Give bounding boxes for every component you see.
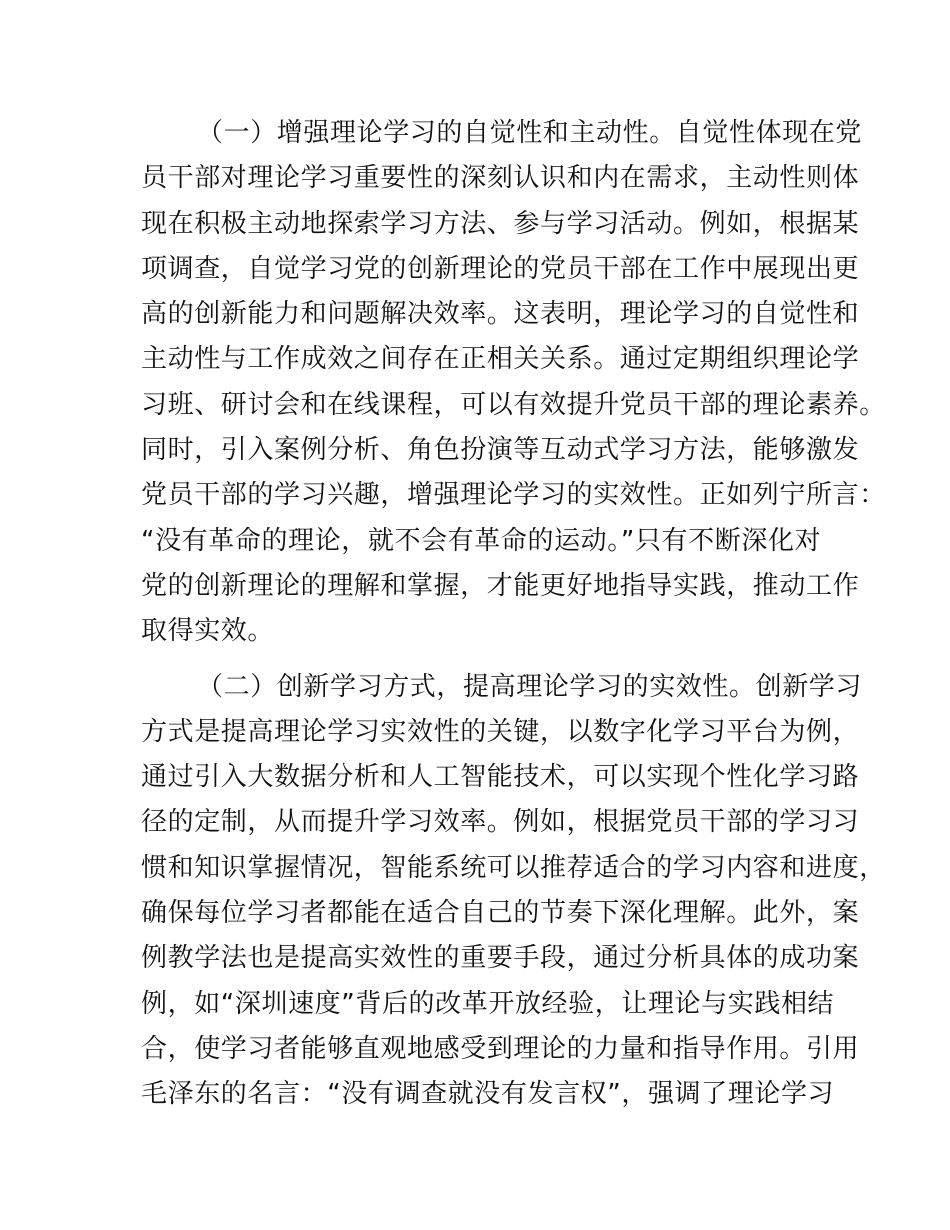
paragraph-1-line-12: 取得实效。 [141,616,275,647]
paragraph-spacer [141,655,811,665]
paragraph-1-line-2: 员干部对理论学习重要性的深刻认识和内在需求，主动性则体 [141,163,860,194]
paragraph-2-line-6: 确保每位学习者都能在适合自己的节奏下深化理解。此外，案 [141,898,860,929]
paragraph-1-line-9: 党员干部的学习兴趣，增强理论学习的实效性。正如列宁所言： [141,480,886,511]
paragraph-1-line-10: “没有革命的理论，就不会有革命的运动。”只有不断深化对 [141,525,822,556]
paragraph-1-line-3: 现在积极主动地探索学习方法、参与学习活动。例如，根据某 [141,208,860,239]
paragraph-2-line-2: 方式是提高理论学习实效性的关键，以数字化学习平台为例， [141,716,860,747]
paragraph-2-line-3: 通过引入大数据分析和人工智能技术，可以实现个性化学习路 [141,762,860,793]
paragraph-2-line-10: 毛泽东的名言：“没有调查就没有发言权”，强调了理论学习 [141,1079,835,1110]
paragraph-1 [141,111,886,655]
paragraph-2-line-9: 合，使学习者能够直观地感受到理论的力量和指导作用。引用 [141,1033,860,1064]
paragraph-1-line-6: 主动性与工作成效之间存在正相关关系。通过定期组织理论学 [141,344,860,375]
paragraph-2 [141,665,886,1118]
document-body [141,111,886,1118]
paragraph-2-line-8: 例，如“深圳速度”背后的改革开放经验，让理论与实践相结 [141,988,835,1019]
paragraph-2-line-4: 径的定制，从而提升学习效率。例如，根据党员干部的学习习 [141,807,860,838]
paragraph-1-line-8: 同时，引入案例分析、角色扮演等互动式学习方法，能够激发 [141,435,860,466]
paragraph-2-line-5: 惯和知识掌握情况，智能系统可以推荐适合的学习内容和进度， [141,852,886,883]
paragraph-2-line-7: 例教学法也是提高实效性的重要手段，通过分析具体的成功案 [141,943,860,974]
paragraph-2-line-1: （二）创新学习方式，提高理论学习的实效性。创新学习 [197,671,863,702]
paragraph-1-line-7: 习班、研讨会和在线课程，可以有效提升党员干部的理论素养。 [141,389,886,420]
paragraph-1-line-5: 高的创新能力和问题解决效率。这表明，理论学习的自觉性和 [141,299,860,330]
paragraph-1-line-4: 项调查，自觉学习党的创新理论的党员干部在工作中展现出更 [141,253,860,284]
paragraph-1-line-11: 党的创新理论的理解和掌握，才能更好地指导实践，推动工作 [141,570,860,601]
paragraph-1-line-1: （一）增强理论学习的自觉性和主动性。自觉性体现在党 [197,118,863,148]
